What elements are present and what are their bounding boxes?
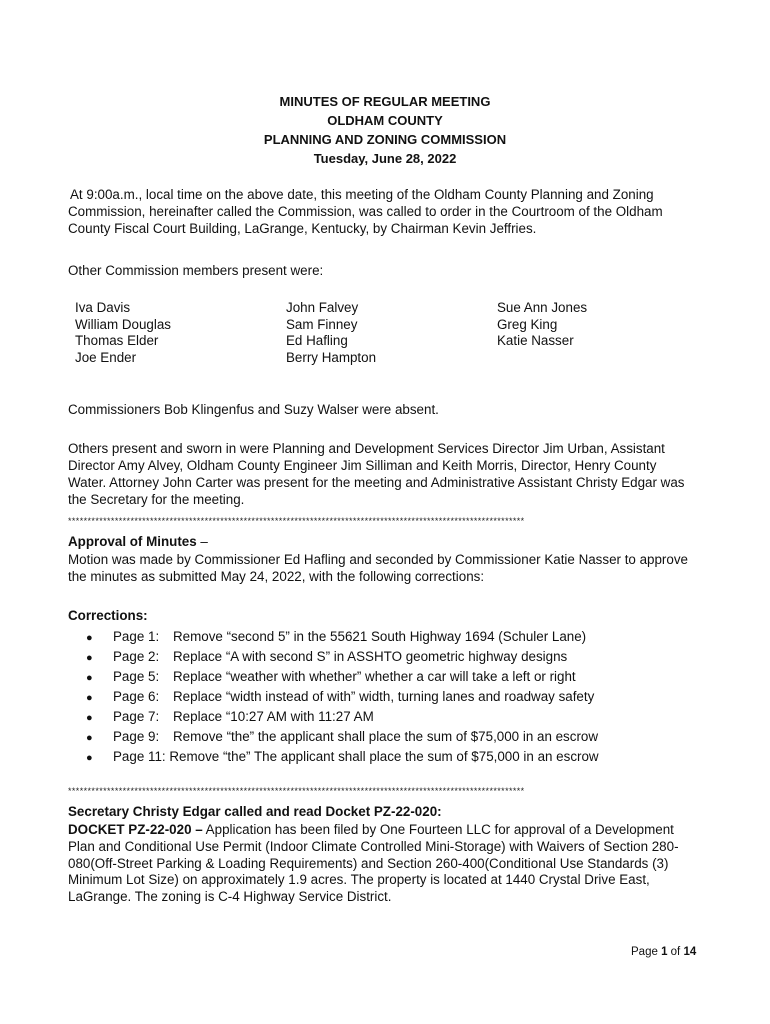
list-item (86, 687, 599, 707)
list-item (86, 627, 599, 647)
list-item (86, 707, 599, 727)
member-name: Joe Ender (75, 349, 137, 365)
bullet-icon: ● (86, 752, 93, 764)
correction-text: Remove “second 5” in the 55621 South Highway 1694 (Schuler Lane) (173, 629, 587, 644)
corrections-heading: Corrections: (68, 608, 148, 623)
page-current: 1 (661, 946, 668, 958)
correction-page: Page 7: (113, 709, 160, 724)
bullet-icon: ● (86, 672, 93, 684)
docket-label: DOCKET PZ-22-020 – (68, 822, 203, 837)
asterisk-divider: ********************************************************************************************************************* (68, 786, 525, 796)
docket-paragraph (68, 822, 704, 906)
page-word: Page (631, 946, 662, 958)
correction-text: Replace “width instead of with” width, turning lanes and roadway safety (173, 689, 595, 704)
intro-text: At 9:00a.m., local time on the above date, this meeting of the Oldham County Planning and Zoning Commission, hereinafter called the Commission, was called to order in the Courtroom of the Oldham County Fiscal Court Building, LaGrange, Kentucky, by Chairman Kevin Jeffries. (68, 187, 663, 236)
list-item (86, 667, 599, 687)
others-present-paragraph: Others present and sworn in were Planning and Development Services Director Jim Urban, Assistant Director Amy Alvey, Oldham County Engineer Jim Silliman and Keith Morris, Director, Henry County Water. Attorney John Carter was present for the meeting and Administrative Assistant Christy Edgar was the Secretary for the meeting. (68, 441, 685, 507)
member-name: Iva Davis (75, 300, 131, 315)
page-number-footer (631, 944, 696, 961)
members-column-2 (286, 300, 376, 366)
member-name: Thomas Elder (75, 333, 159, 348)
correction-text: Remove “the” the applicant shall place the sum of $75,000 in an escrow (173, 729, 599, 744)
member-name: Ed Hafling (286, 333, 348, 348)
page-total: 14 (683, 946, 697, 958)
list-item (86, 747, 599, 767)
approval-heading-label: Approval of Minutes (68, 534, 197, 549)
title-line-3: PLANNING AND ZONING COMMISSION (263, 132, 507, 147)
list-item (86, 647, 599, 667)
member-name: Sue Ann Jones (497, 300, 588, 315)
approval-heading (68, 533, 208, 550)
approval-motion: Motion was made by Commissioner Ed Hafling and seconded by Commissioner Katie Nasser to approve the minutes as submitted May 24, 2022, with the following corrections: (68, 552, 688, 584)
correction-page: Page 5: (113, 669, 160, 684)
member-name: Greg King (497, 316, 558, 332)
title-line-2: OLDHAM COUNTY (327, 113, 443, 128)
member-name: Sam Finney (286, 316, 358, 332)
corrections-list (86, 627, 599, 767)
correction-text: Replace “weather with whether” whether a car will take a left or right (173, 669, 576, 684)
correction-page: Page 11: (113, 749, 166, 764)
bullet-icon: ● (86, 712, 93, 724)
correction-page: Page 1: (113, 629, 160, 644)
correction-page: Page 2: (113, 649, 160, 664)
correction-text: Replace “10:27 AM with 11:27 AM (173, 709, 374, 724)
member-name: John Falvey (286, 300, 359, 315)
member-name: Berry Hampton (286, 349, 377, 365)
list-item (86, 727, 599, 747)
docket-text: Application has been filed by One Fourteen LLC for approval of a Development Plan and Conditional Use Permit (Indoor Climate Controlled Mini-Storage) with Waivers of Section 280-080(Off-Street Parking & Loading Requirements) and Section 260-400(Conditional Use Standards (3) Minimum Lot Size) on approximately 1.9 acres. The property is located at 1440 Crystal Drive East, LaGrange. The zoning is C-4 Highway Service District. (68, 822, 679, 905)
member-name: Katie Nasser (497, 333, 574, 348)
bullet-icon: ● (86, 632, 93, 644)
absent-paragraph: Commissioners Bob Klingenfus and Suzy Walser were absent. (68, 402, 439, 417)
correction-page: Page 9: (113, 729, 160, 744)
bullet-icon: ● (86, 652, 93, 664)
bullet-icon: ● (86, 732, 93, 744)
approval-heading-dash: – (196, 534, 208, 549)
correction-text: Replace “A with second S” in ASSHTO geometric highway designs (173, 649, 568, 664)
title-line-1: MINUTES OF REGULAR MEETING (279, 94, 491, 109)
member-name: William Douglas (75, 316, 171, 332)
members-lead: Other Commission members present were: (68, 263, 324, 278)
secretary-heading: Secretary Christy Edgar called and read Docket PZ-22-020: (68, 804, 442, 819)
correction-page: Page 6: (113, 689, 160, 704)
asterisk-divider: ********************************************************************************************************************* (68, 516, 525, 526)
members-column-3 (497, 300, 587, 350)
correction-text: Remove “the” The applicant shall place the sum of $75,000 in an escrow (169, 749, 599, 764)
of-word: of (667, 946, 684, 958)
bullet-icon: ● (86, 692, 93, 704)
intro-paragraph (68, 186, 698, 237)
members-column-1 (75, 300, 171, 366)
title-line-4: Tuesday, June 28, 2022 (313, 151, 457, 166)
document-title (0, 92, 770, 168)
